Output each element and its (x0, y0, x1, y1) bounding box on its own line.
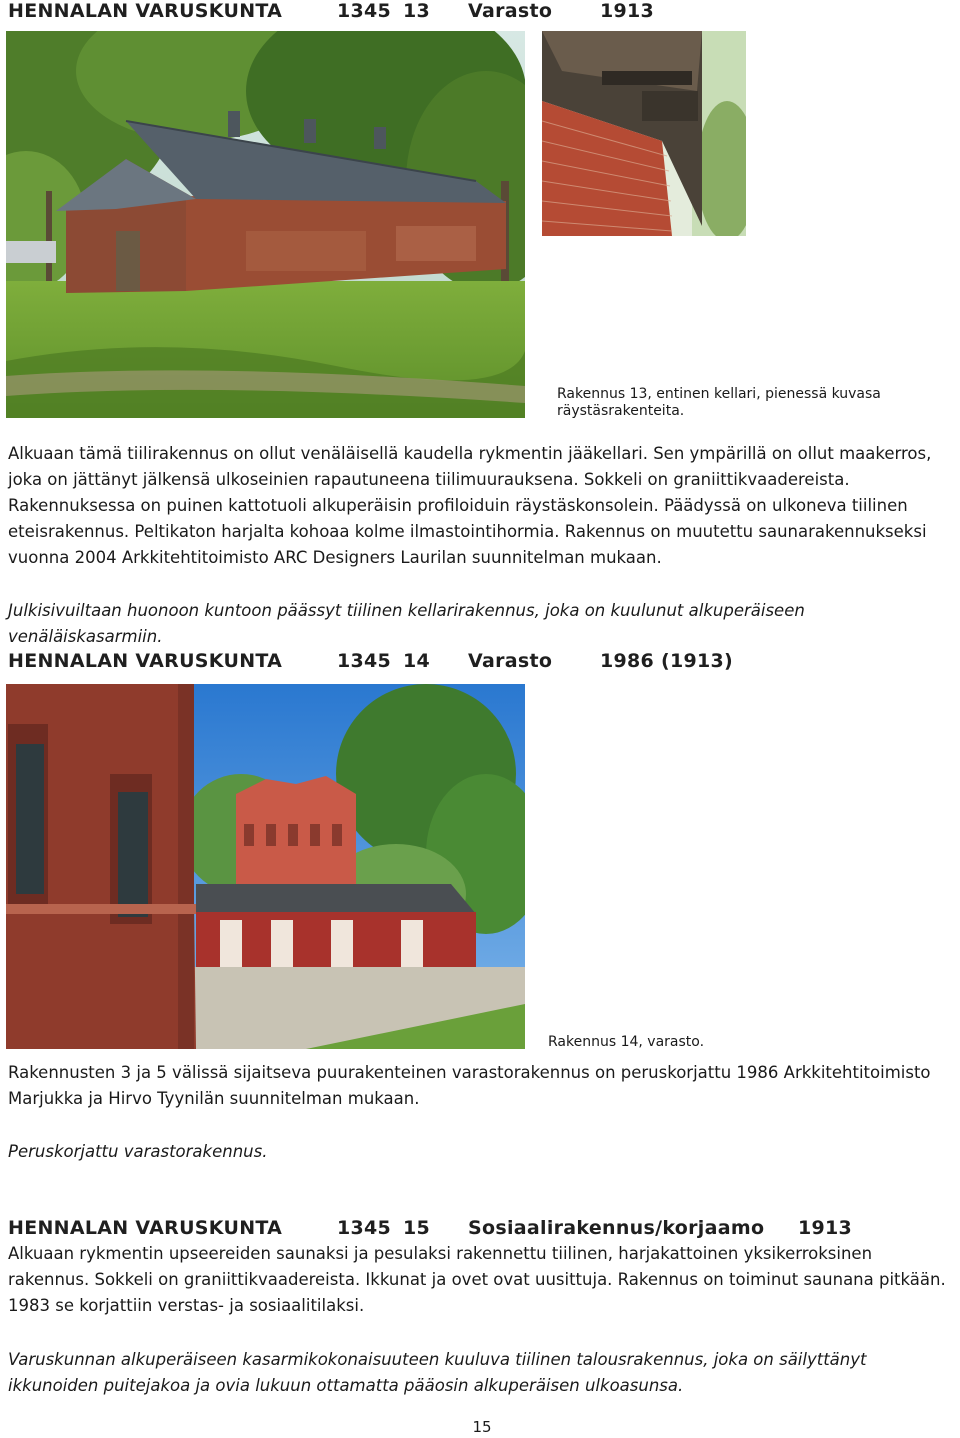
header-type: Varasto (468, 650, 553, 672)
note-building-13 (8, 598, 952, 650)
header-code: 1345 (337, 650, 392, 672)
note-text: Varuskunnan alkuperäiseen kasarmikokonaisuuteen kuuluva tiilinen talousrakennus, joka on säilyttänyt ikkunoiden puitejakoa ja ovia lukuun ottamatta pääosin alkuperäisen ulkoasunsa. (8, 1350, 867, 1395)
header-name: HENNALAN VARUSKUNTA (8, 1217, 283, 1239)
header-number: 15 (403, 1217, 431, 1239)
body-text: Alkuaan tämä tiilirakennus on ollut venäläisellä kaudella rykmentin jääkellari. Sen ympärillä on ollut maakerros, joka on jättänyt jälkensä ulkoseinien rapautuneena tiilimuurauksena. Sokkeli on graniittikvaadereista. Rakennuksessa on puinen kattotuoli alkuperäisin profiloiduin räystäskonsolein. Päädyssä on ulkoneva tiilinen eteisrakennus. Peltikaton harjalta kohoaa kolme ilmastointihormia. Rakennus on muutettu saunarakennukseksi vuonna 2004 Arkkitehtitoimisto ARC Designers Laurilan suunnitelman mukaan. (8, 444, 932, 567)
header-code: 1345 (337, 0, 392, 22)
photo-building-14 (6, 684, 525, 1049)
body-text: Alkuaan rykmentin upseereiden saunaksi ja pesulaksi rakennettu tiilinen, harjakattoinen yksikerroksinen rakennus. Sokkeli on graniittikvaadereista. Ikkunat ja ovet ovat uusittuja. Rakennus on toiminut saunana pitkään. 1983 se korjattiin verstas- ja sosiaalitilaksi. (8, 1244, 946, 1315)
photo-building-13 (6, 31, 525, 418)
header-name: HENNALAN VARUSKUNTA (8, 0, 283, 22)
page-number: 15 (472, 1418, 492, 1436)
body-building-14 (8, 1060, 952, 1112)
photo-eaves-detail (542, 31, 746, 236)
body-building-15 (8, 1241, 952, 1319)
note-building-14 (8, 1139, 952, 1165)
header-year: 1913 (798, 1217, 853, 1239)
caption-building-14: Rakennus 14, varasto. (548, 1034, 705, 1050)
header-year: 1986 (1913) (600, 650, 734, 672)
note-text: Julkisivuiltaan huonoon kuntoon päässyt tiilinen kellarirakennus, joka on kuulunut alkuperäiseen venäläiskasarmiin. (8, 601, 805, 646)
note-building-15 (8, 1347, 952, 1399)
body-building-13 (8, 441, 952, 571)
header-number: 13 (403, 0, 431, 22)
header-code: 1345 (337, 1217, 392, 1239)
header-type: Sosiaalirakennus/korjaamo (468, 1217, 765, 1239)
body-text: Rakennusten 3 ja 5 välissä sijaitseva puurakenteinen varastorakennus on peruskorjattu 1986 Arkkitehtitoimisto Marjukka ja Hirvo Tyynilän suunnitelman mukaan. (8, 1063, 931, 1108)
header-year: 1913 (600, 0, 655, 22)
header-type: Varasto (468, 0, 553, 22)
header-name: HENNALAN VARUSKUNTA (8, 650, 283, 672)
note-text: Peruskorjattu varastorakennus. (8, 1142, 268, 1161)
header-number: 14 (403, 650, 431, 672)
caption-building-13: Rakennus 13, entinen kellari, pienessä kuvasa räystäsrakenteita. (557, 386, 881, 419)
